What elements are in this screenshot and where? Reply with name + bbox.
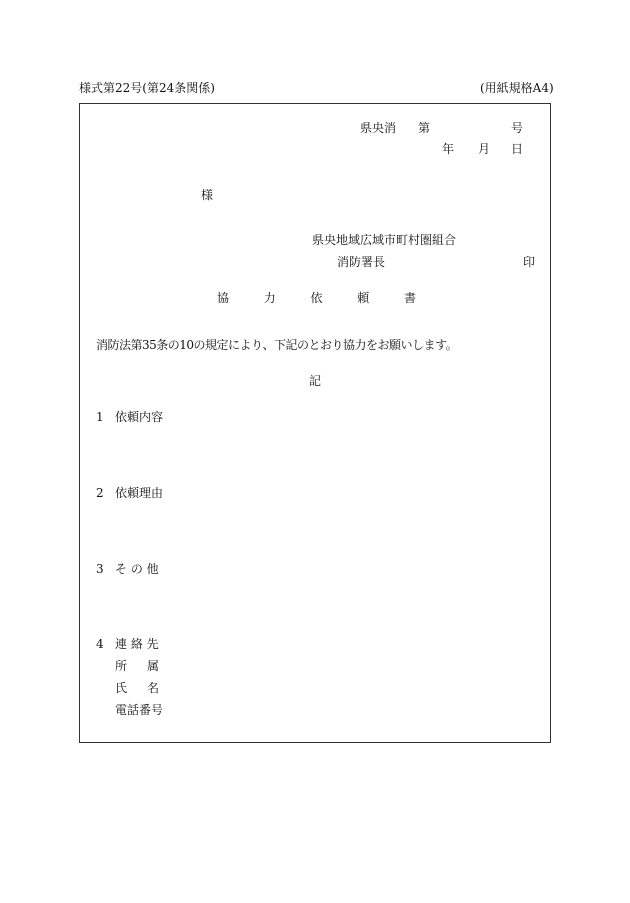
date-month: 月 [478,142,491,156]
paper-size: (用紙規格A4) [480,81,554,95]
doc-number-prefix: 県央消 [360,121,397,135]
item-2-number: 2 [96,486,104,500]
name-char: 氏 [115,681,128,695]
seal-mark: 印 [523,255,536,269]
affiliation-char: 所 [115,659,128,673]
item-3-label: そ の 他 [115,562,159,576]
document-title [217,292,416,304]
sender-title: 消防署長 [337,255,386,269]
title-char: 書 [403,291,416,305]
affiliation-char: 属 [146,659,159,673]
item-4-number: 4 [96,637,104,651]
item-1-label: 依頼内容 [115,410,164,424]
form-number: 様式第22号(第24条関係) [79,81,215,95]
date-day: 日 [511,142,524,156]
date-year: 年 [442,142,455,156]
contact-name-label [115,682,159,694]
name-char: 名 [146,681,159,695]
title-char: 協 [217,291,230,305]
title-char: 力 [263,291,276,305]
doc-number-dai: 第 [418,121,431,135]
ki-heading: 記 [309,374,322,388]
item-4-label: 連 絡 先 [115,637,159,651]
body-text: 消防法第35条の10の規定により、下記のとおり協力をお願いします。 [96,338,458,352]
item-1-number: 1 [96,410,104,424]
addressee-suffix: 様 [201,188,214,202]
title-char: 依 [310,291,323,305]
contact-affiliation-label [115,660,159,672]
item-2-label: 依頼理由 [115,486,164,500]
sender-organization: 県央地域広域市町村圏組合 [312,233,457,247]
doc-number-go: 号 [511,121,524,135]
title-char: 頼 [357,291,370,305]
item-3-number: 3 [96,562,104,576]
contact-phone-label: 電話番号 [115,703,164,717]
